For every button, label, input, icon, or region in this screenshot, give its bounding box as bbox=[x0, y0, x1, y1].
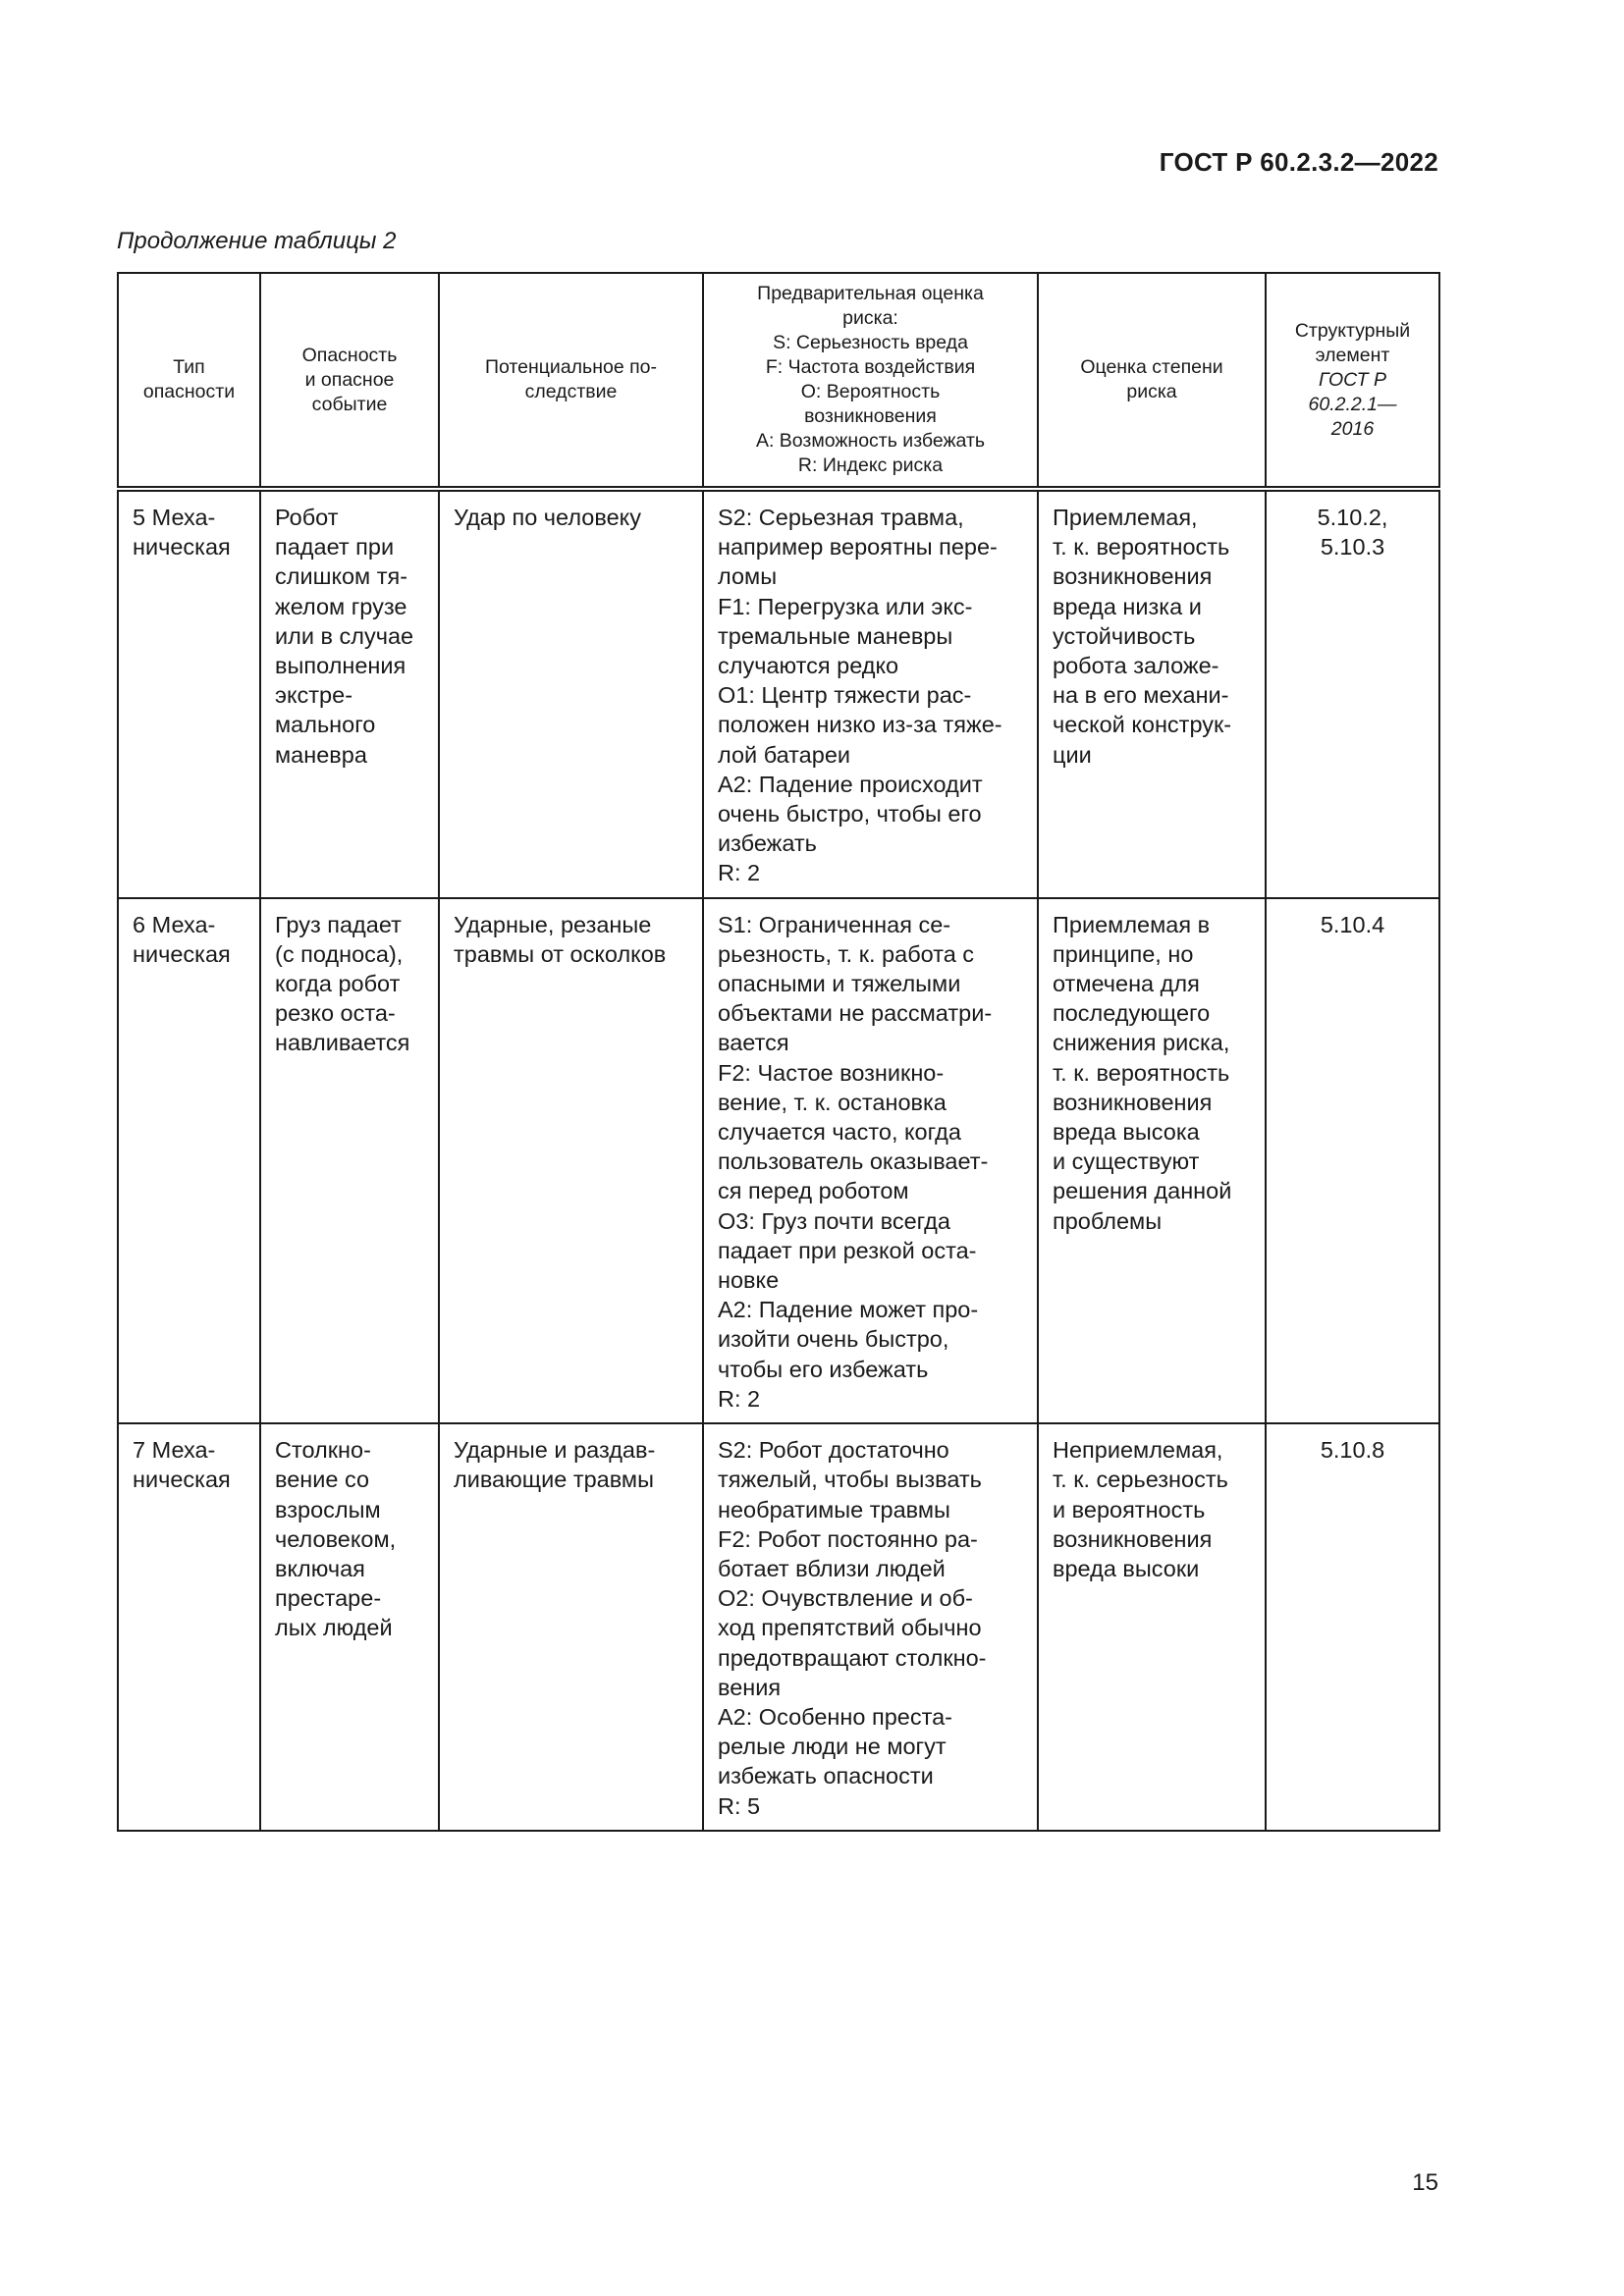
header-preliminary-assessment: Предварительная оценка риска: S: Серьезность вреда F: Частота воздействия O: Вероятность возникновения A: Возможность избежать R: Индекс риска bbox=[703, 273, 1038, 489]
cell-risk-assessment: Приемлемая в принципе, но отмечена для последующего снижения риска, т. к. вероятность возникновения вреда высока и существуют решения данной проблемы bbox=[1038, 898, 1266, 1423]
cell-hazard-type: 7 Меха- ническая bbox=[118, 1423, 260, 1831]
cell-preliminary-assessment: S2: Робот достаточно тяжелый, чтобы вызвать необратимые травмы F2: Робот постоянно ра- ботает вблизи людей O2: Очувствление и об- ход препятствий обычно предотвращают столкно- вения A2: Особенно преста- релые люди не могут избежать опасности R: 5 bbox=[703, 1423, 1038, 1831]
header-consequence: Потенциальное по- следствие bbox=[439, 273, 703, 489]
cell-consequence: Ударные, резаные травмы от осколков bbox=[439, 898, 703, 1423]
document-id: ГОСТ Р 60.2.3.2—2022 bbox=[1159, 147, 1438, 177]
cell-hazard-event: Груз падает (с подноса), когда робот резко оста- навливается bbox=[260, 898, 439, 1423]
cell-preliminary-assessment: S1: Ограниченная се- рьезность, т. к. работа с опасными и тяжелыми объектами не рассматри- вается F2: Частое возникно- вение, т. к. остановка случается часто, когда пользователь оказывает- ся перед роботом O3: Груз почти всегда падает при резкой оста- новке A2: Падение может про- изойти очень быстро, чтобы его избежать R: 2 bbox=[703, 898, 1038, 1423]
cell-consequence: Ударные и раздав- ливающие травмы bbox=[439, 1423, 703, 1831]
header-structural-element: Структурный элемент ГОСТ Р 60.2.2.1— 2016 bbox=[1266, 273, 1439, 489]
cell-hazard-event: Робот падает при слишком тя- желом грузе или в случае выполнения экстре- мального маневра bbox=[260, 489, 439, 898]
table-caption: Продолжение таблицы 2 bbox=[117, 228, 397, 254]
cell-structural-element: 5.10.8 bbox=[1266, 1423, 1439, 1831]
cell-risk-assessment: Приемлемая, т. к. вероятность возникновения вреда низка и устойчивость робота заложе- на в его механи- ческой конструк- ции bbox=[1038, 489, 1266, 898]
table-row bbox=[118, 898, 1439, 1423]
hazard-table bbox=[117, 272, 1440, 1832]
cell-preliminary-assessment: S2: Серьезная травма, например вероятны пере- ломы F1: Перегрузка или экс- тремальные маневры случаются редко O1: Центр тяжести рас- положен низко из-за тяже- лой батареи A2: Падение происходит очень быстро, чтобы его избежать R: 2 bbox=[703, 489, 1038, 898]
header-hazard-event: Опасность и опасное событие bbox=[260, 273, 439, 489]
header-risk-assessment: Оценка степени риска bbox=[1038, 273, 1266, 489]
cell-hazard-event: Столкно- вение со взрослым человеком, включая престаре- лых людей bbox=[260, 1423, 439, 1831]
cell-hazard-type: 6 Меха- ническая bbox=[118, 898, 260, 1423]
cell-structural-element: 5.10.2, 5.10.3 bbox=[1266, 489, 1439, 898]
cell-consequence: Удар по человеку bbox=[439, 489, 703, 898]
table-row bbox=[118, 489, 1439, 898]
cell-structural-element: 5.10.4 bbox=[1266, 898, 1439, 1423]
table-row bbox=[118, 1423, 1439, 1831]
cell-hazard-type: 5 Меха- ническая bbox=[118, 489, 260, 898]
table-header-row bbox=[118, 273, 1439, 489]
cell-risk-assessment: Неприемлемая, т. к. серьезность и вероятность возникновения вреда высоки bbox=[1038, 1423, 1266, 1831]
header-hazard-type: Тип опасности bbox=[118, 273, 260, 489]
page-number: 15 bbox=[1412, 2169, 1438, 2196]
